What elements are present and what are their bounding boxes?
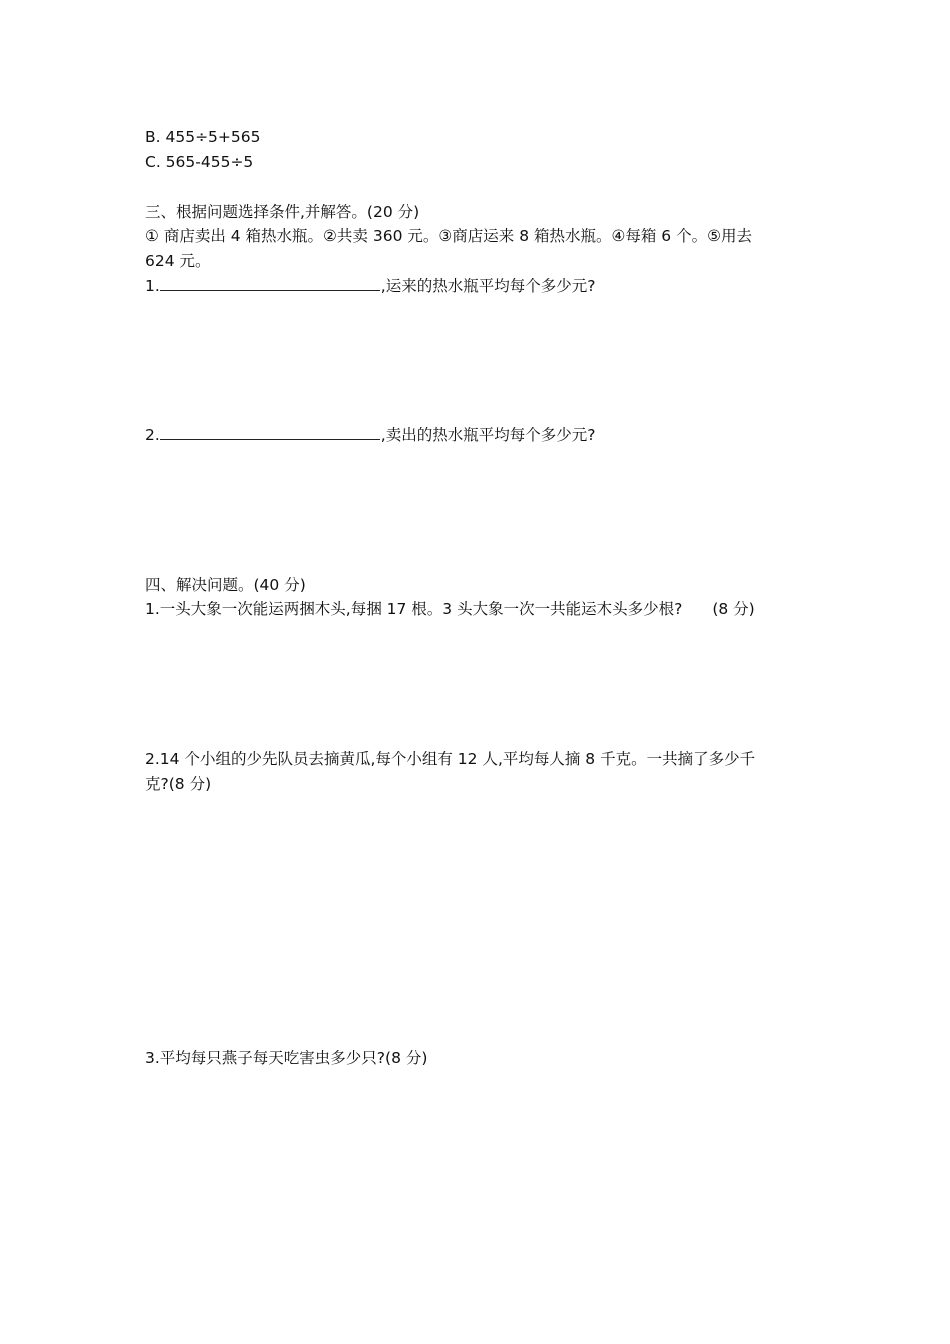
section4-question-1: [145, 597, 755, 621]
section4-question-3: 3.平均每只燕子每天吃害虫多少只?(8 分): [145, 1049, 428, 1067]
section3-conditions-line2: 624 元。: [145, 252, 211, 270]
question-text: 1.一头大象一次能运两捆木头,每捆 17 根。3 头大象一次一共能运木头多少根?: [145, 600, 683, 618]
section3-conditions-line1: ① 商店卖出 4 箱热水瓶。②共卖 360 元。③商店运来 8 箱热水瓶。④每箱 6 个。⑤用去: [145, 227, 752, 245]
section4-heading: 四、解决问题。(40 分): [145, 576, 306, 594]
section4-question-2-line1: 2.14 个小组的少先队员去摘黄瓜,每个小组有 12 人,平均每人摘 8 千克。一共摘了多少千: [145, 750, 756, 768]
option-b: B. 455÷5+565: [145, 128, 261, 146]
question-number: 1.: [145, 277, 160, 295]
question-number: 2.: [145, 426, 160, 444]
question-text: ,运来的热水瓶平均每个多少元?: [380, 277, 596, 295]
section3-heading: 三、根据问题选择条件,并解答。(20 分): [145, 203, 420, 221]
section3-question-2: [145, 423, 595, 447]
question-text: ,卖出的热水瓶平均每个多少元?: [380, 426, 596, 444]
section3-question-1: [145, 274, 595, 298]
answer-blank[interactable]: [160, 424, 380, 440]
answer-blank[interactable]: [160, 275, 380, 291]
section4-question-2-line2: 克?(8 分): [145, 775, 212, 793]
question-points: (8 分): [712, 600, 755, 618]
option-c: C. 565-455÷5: [145, 153, 254, 171]
